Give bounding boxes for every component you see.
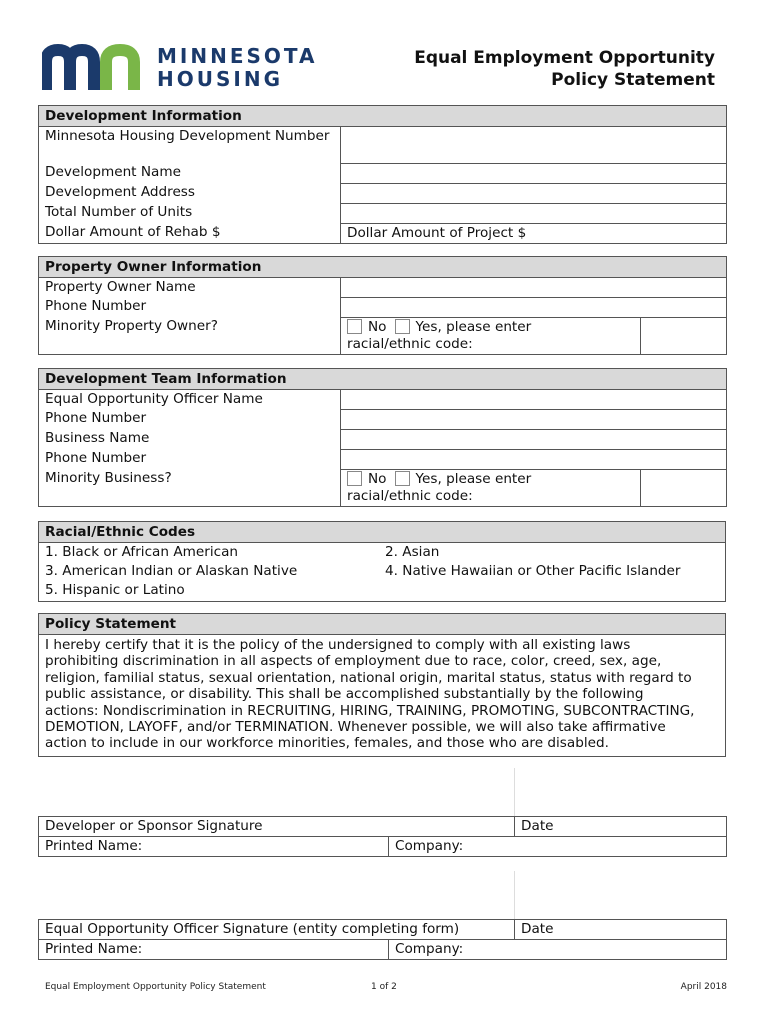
business-yes-label: Yes, please enter [415, 470, 532, 487]
business-code-field[interactable] [641, 469, 727, 506]
rehab-amount-label: Dollar Amount of Rehab $ [39, 223, 341, 243]
eeo-officer-company-field[interactable] [389, 939, 727, 959]
eeo-officer-signature-block [38, 871, 726, 960]
business-yes-checkbox[interactable] [395, 471, 410, 486]
business-no-label: No [368, 470, 387, 487]
eeo-officer-printed-name-field[interactable] [39, 939, 389, 959]
policy-line: DEMOTION, LAYOFF, and/or TERMINATION. Whenever possible, we will also take affirmative [45, 719, 666, 736]
owner-code-label: racial/ethnic code: [347, 335, 473, 352]
code-item: 1. Black or African American [45, 543, 239, 560]
total-units-field[interactable] [341, 203, 727, 223]
eeo-phone-label: Phone Number [39, 409, 341, 429]
developer-date-label: Date [515, 817, 727, 837]
company-label: Company: [395, 837, 464, 854]
developer-signature-label: Developer or Sponsor Signature [39, 817, 515, 837]
code-item: 4. Native Hawaiian or Other Pacific Islander [385, 562, 681, 579]
code-item: 5. Hispanic or Latino [45, 581, 185, 598]
total-units-label: Total Number of Units [39, 203, 341, 223]
company-label: Company: [395, 940, 464, 957]
eeo-phone-field[interactable] [341, 409, 727, 429]
logo-line-minnesota: MINNESOTA [157, 44, 318, 68]
eeo-officer-signature-area[interactable] [38, 871, 726, 919]
footer-page-number: 1 of 2 [371, 982, 397, 992]
development-name-field[interactable] [341, 163, 727, 183]
development-information-section [38, 105, 727, 244]
logo-line-housing: HOUSING [157, 67, 283, 91]
development-number-field[interactable] [341, 126, 727, 163]
minority-owner-label: Minority Property Owner? [39, 317, 341, 354]
eeo-officer-label: Equal Opportunity Officer Name [39, 389, 341, 409]
printed-name-label: Printed Name: [45, 837, 143, 854]
owner-phone-label: Phone Number [39, 297, 341, 317]
policy-statement-section [38, 613, 726, 757]
property-owner-section [38, 256, 727, 355]
owner-name-label: Property Owner Name [39, 277, 341, 297]
footer-document-name: Equal Employment Opportunity Policy Statement [45, 982, 266, 992]
development-team-section [38, 368, 727, 507]
owner-yes-checkbox[interactable] [395, 319, 410, 334]
business-name-label: Business Name [39, 429, 341, 449]
project-amount-label: Dollar Amount of Project $ [347, 224, 527, 241]
owner-yes-label: Yes, please enter [415, 318, 532, 335]
document-title [414, 47, 715, 91]
development-address-field[interactable] [341, 183, 727, 203]
owner-no-label: No [368, 318, 387, 335]
business-code-label: racial/ethnic code: [347, 487, 473, 504]
eeo-officer-date-label: Date [515, 920, 727, 940]
eeo-officer-field[interactable] [341, 389, 727, 409]
business-name-field[interactable] [341, 429, 727, 449]
policy-line: action to include in our workforce minorities, females, and those who are disabled. [45, 735, 609, 752]
minority-business-label: Minority Business? [39, 469, 341, 506]
business-no-checkbox[interactable] [347, 471, 362, 486]
minnesota-housing-logo [42, 44, 342, 94]
policy-statement-text [39, 635, 725, 756]
project-amount-field[interactable] [341, 223, 727, 243]
owner-name-field[interactable] [341, 277, 727, 297]
policy-line: prohibiting discrimination in all aspects of employment due to race, color, creed, sex, age, [45, 653, 662, 670]
policy-line: I hereby certify that it is the policy of the undersigned to comply with all existing laws [45, 636, 631, 653]
racial-ethnic-codes-section [38, 521, 726, 602]
owner-code-field[interactable] [641, 317, 727, 354]
policy-line: religion, familial status, sexual orientation, national origin, marital status, status with regard to [45, 669, 692, 686]
eeo-officer-signature-label: Equal Opportunity Officer Signature (entity completing form) [39, 920, 515, 940]
section-heading: Development Information [39, 106, 727, 127]
section-heading: Racial/Ethnic Codes [39, 522, 725, 543]
policy-line: public assistance, or disability. This shall be accomplished substantially by the following [45, 686, 644, 703]
business-phone-field[interactable] [341, 449, 727, 469]
footer-date: April 2018 [680, 982, 727, 992]
development-number-label: Minnesota Housing Development Number [39, 126, 341, 163]
title-line-1: Equal Employment Opportunity [414, 48, 715, 68]
mn-logo-mark-icon [42, 44, 152, 94]
developer-signature-area[interactable] [38, 768, 726, 816]
section-heading: Policy Statement [39, 614, 725, 635]
section-heading: Development Team Information [39, 369, 727, 390]
owner-no-checkbox[interactable] [347, 319, 362, 334]
policy-line: actions: Nondiscrimination in RECRUITING, HIRING, TRAINING, PROMOTING, SUBCONTRACTING, [45, 702, 695, 719]
developer-printed-name-field[interactable] [39, 836, 389, 856]
title-line-2: Policy Statement [551, 70, 715, 90]
code-item: 3. American Indian or Alaskan Native [45, 562, 298, 579]
development-address-label: Development Address [39, 183, 341, 203]
developer-signature-block [38, 768, 726, 857]
section-heading: Property Owner Information [39, 257, 727, 278]
developer-company-field[interactable] [389, 836, 727, 856]
code-item: 2. Asian [385, 543, 440, 560]
minority-owner-options [341, 317, 641, 354]
development-name-label: Development Name [39, 163, 341, 183]
printed-name-label: Printed Name: [45, 940, 143, 957]
owner-phone-field[interactable] [341, 297, 727, 317]
business-phone-label: Phone Number [39, 449, 341, 469]
minority-business-options [341, 469, 641, 506]
